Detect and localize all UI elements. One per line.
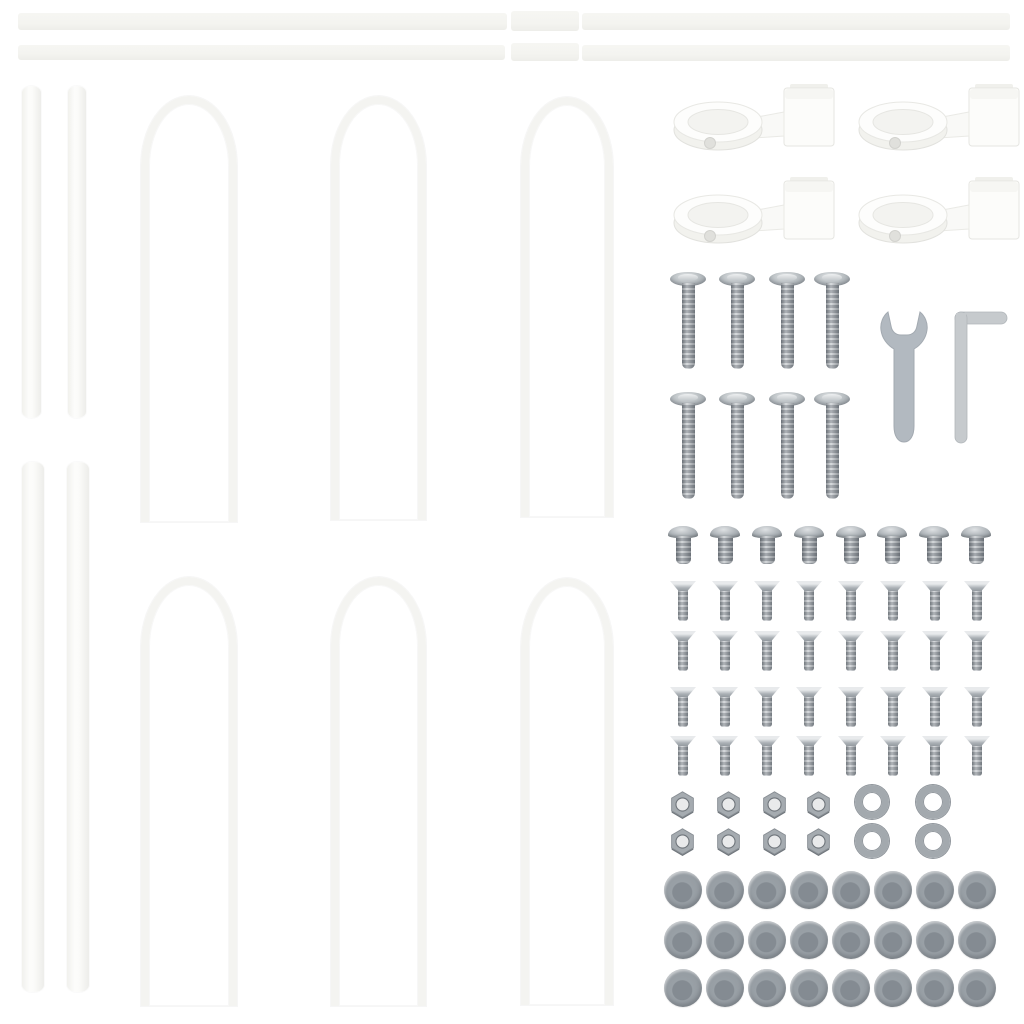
- screw-shank: [804, 640, 814, 671]
- end-cap: [748, 871, 786, 909]
- pan-head-bolt: [961, 526, 991, 564]
- hex-nut: [714, 827, 743, 856]
- vertical-tube: [68, 86, 86, 418]
- hex-nut: [668, 790, 697, 819]
- screw-head: [712, 687, 738, 697]
- end-cap: [790, 921, 828, 959]
- pan-bolt-shank: [969, 536, 984, 564]
- screw-shank: [972, 590, 982, 621]
- countersunk-screw: [838, 631, 864, 671]
- end-cap: [664, 871, 702, 909]
- rail-segment: [582, 45, 1010, 61]
- countersunk-screw: [964, 687, 990, 727]
- screw-head: [964, 736, 990, 746]
- pan-bolt-shank: [885, 536, 900, 564]
- bolt-shank: [731, 283, 744, 369]
- countersunk-screw: [922, 631, 948, 671]
- countersunk-screw: [880, 631, 906, 671]
- rail-segment: [511, 11, 579, 31]
- hex-nut: [804, 827, 833, 856]
- screw-head: [964, 631, 990, 641]
- screw-head: [922, 631, 948, 641]
- countersunk-screw: [670, 581, 696, 621]
- washer: [855, 824, 889, 858]
- hex-nut-graphic: [668, 827, 697, 856]
- bolt-head-top: [777, 274, 797, 281]
- vertical-tube: [22, 86, 41, 418]
- clamp-graphic: [857, 177, 1021, 245]
- countersunk-screw: [712, 581, 738, 621]
- hex-nut-graphic: [804, 790, 833, 819]
- countersunk-screw: [796, 687, 822, 727]
- screw-shank: [846, 640, 856, 671]
- bolt-shank: [826, 403, 839, 499]
- u-shaped-rod: [521, 97, 613, 517]
- pan-head-bolt: [919, 526, 949, 564]
- machine-bolt: [719, 392, 755, 499]
- screw-shank: [720, 745, 730, 776]
- pan-bolt-shank: [718, 536, 733, 564]
- screw-head: [838, 631, 864, 641]
- screw-head: [796, 581, 822, 591]
- machine-bolt: [769, 272, 805, 369]
- clamp-bracket: [672, 177, 836, 245]
- clamp-graphic: [672, 84, 836, 152]
- bolt-head-top: [822, 274, 842, 281]
- wrench: [878, 306, 930, 448]
- machine-bolt: [814, 392, 850, 499]
- screw-head: [838, 736, 864, 746]
- hex-nut-graphic: [668, 790, 697, 819]
- screw-head: [964, 581, 990, 591]
- countersunk-screw: [880, 736, 906, 776]
- screw-shank: [762, 696, 772, 727]
- pan-bolt-shank: [927, 536, 942, 564]
- pan-head-bolt: [877, 526, 907, 564]
- pan-bolt-shank: [760, 536, 775, 564]
- screw-head: [670, 631, 696, 641]
- screw-shank: [930, 696, 940, 727]
- screw-head: [712, 631, 738, 641]
- bolt-shank: [781, 403, 794, 499]
- countersunk-screw: [880, 687, 906, 727]
- screw-head: [712, 581, 738, 591]
- hex-nut: [760, 827, 789, 856]
- screw-shank: [888, 640, 898, 671]
- end-cap: [916, 969, 954, 1007]
- countersunk-screw: [670, 631, 696, 671]
- countersunk-screw: [670, 687, 696, 727]
- clamp-graphic: [857, 84, 1021, 152]
- screw-head: [670, 581, 696, 591]
- screw-head: [964, 687, 990, 697]
- bolt-head-top: [678, 394, 698, 401]
- u-shaped-rod: [521, 578, 613, 1005]
- end-cap: [832, 871, 870, 909]
- vertical-tube: [67, 462, 89, 992]
- bolt-shank: [682, 283, 695, 369]
- screw-head: [796, 736, 822, 746]
- bolt-shank: [781, 283, 794, 369]
- countersunk-screw: [838, 581, 864, 621]
- countersunk-screw: [838, 687, 864, 727]
- machine-bolt: [769, 392, 805, 499]
- end-cap: [832, 969, 870, 1007]
- clamp-bracket: [672, 84, 836, 152]
- screw-shank: [678, 590, 688, 621]
- end-cap: [916, 871, 954, 909]
- pan-bolt-shank: [802, 536, 817, 564]
- screw-head: [880, 581, 906, 591]
- screw-shank: [930, 640, 940, 671]
- pan-bolt-shank: [844, 536, 859, 564]
- countersunk-screw: [922, 581, 948, 621]
- hex-nut-graphic: [804, 827, 833, 856]
- screw-head: [670, 736, 696, 746]
- clamp-bracket: [857, 84, 1021, 152]
- screw-shank: [804, 745, 814, 776]
- end-cap: [748, 921, 786, 959]
- end-cap: [706, 969, 744, 1007]
- screw-shank: [678, 745, 688, 776]
- pan-bolt-shank: [676, 536, 691, 564]
- end-cap: [706, 871, 744, 909]
- screw-shank: [972, 696, 982, 727]
- end-cap: [748, 969, 786, 1007]
- end-cap: [874, 921, 912, 959]
- rail-segment: [18, 45, 505, 60]
- end-cap: [958, 921, 996, 959]
- bolt-shank: [826, 283, 839, 369]
- countersunk-screw: [796, 631, 822, 671]
- screw-head: [922, 581, 948, 591]
- screw-shank: [678, 640, 688, 671]
- u-shaped-rod: [141, 96, 237, 522]
- screw-shank: [972, 640, 982, 671]
- countersunk-screw: [796, 736, 822, 776]
- screw-head: [754, 631, 780, 641]
- countersunk-screw: [964, 736, 990, 776]
- bolt-head-top: [678, 274, 698, 281]
- bolt-head-top: [727, 394, 747, 401]
- end-cap: [664, 969, 702, 1007]
- bolt-head-top: [727, 274, 747, 281]
- countersunk-screw: [754, 581, 780, 621]
- hex-nut-graphic: [760, 827, 789, 856]
- end-cap: [790, 871, 828, 909]
- pan-head-bolt: [836, 526, 866, 564]
- hex-nut-graphic: [714, 790, 743, 819]
- screw-head: [880, 736, 906, 746]
- countersunk-screw: [754, 631, 780, 671]
- screw-head: [712, 736, 738, 746]
- countersunk-screw: [670, 736, 696, 776]
- hex-key-graphic: [954, 310, 1008, 444]
- end-cap: [832, 921, 870, 959]
- screw-shank: [720, 696, 730, 727]
- screw-shank: [762, 745, 772, 776]
- countersunk-screw: [922, 736, 948, 776]
- screw-head: [796, 687, 822, 697]
- screw-head: [922, 736, 948, 746]
- countersunk-screw: [712, 631, 738, 671]
- screw-shank: [888, 696, 898, 727]
- end-cap: [874, 871, 912, 909]
- screw-shank: [762, 640, 772, 671]
- end-cap: [664, 921, 702, 959]
- countersunk-screw: [712, 736, 738, 776]
- hex-key: [954, 310, 1008, 444]
- screw-head: [838, 581, 864, 591]
- vertical-tube: [22, 462, 44, 992]
- bolt-head-top: [822, 394, 842, 401]
- end-cap: [706, 921, 744, 959]
- countersunk-screw: [964, 581, 990, 621]
- end-cap: [958, 969, 996, 1007]
- countersunk-screw: [838, 736, 864, 776]
- clamp-graphic: [672, 177, 836, 245]
- screw-head: [754, 736, 780, 746]
- screw-shank: [846, 745, 856, 776]
- screw-head: [838, 687, 864, 697]
- washer: [855, 785, 889, 819]
- machine-bolt: [814, 272, 850, 369]
- rail-segment: [582, 13, 1010, 30]
- countersunk-screw: [880, 581, 906, 621]
- screw-shank: [888, 745, 898, 776]
- washer: [916, 785, 950, 819]
- clamp-bracket: [857, 177, 1021, 245]
- screw-shank: [720, 640, 730, 671]
- end-cap: [958, 871, 996, 909]
- bolt-head-top: [777, 394, 797, 401]
- screw-shank: [888, 590, 898, 621]
- bolt-shank: [731, 403, 744, 499]
- screw-head: [754, 687, 780, 697]
- screw-shank: [846, 590, 856, 621]
- countersunk-screw: [754, 687, 780, 727]
- u-shaped-rod: [141, 577, 237, 1006]
- screw-shank: [720, 590, 730, 621]
- hex-nut: [668, 827, 697, 856]
- screw-head: [670, 687, 696, 697]
- end-cap: [916, 921, 954, 959]
- screw-shank: [804, 590, 814, 621]
- screw-shank: [678, 696, 688, 727]
- rail-segment: [18, 13, 507, 30]
- machine-bolt: [670, 392, 706, 499]
- countersunk-screw: [922, 687, 948, 727]
- screw-shank: [804, 696, 814, 727]
- hex-nut: [714, 790, 743, 819]
- hex-nut: [804, 790, 833, 819]
- machine-bolt: [719, 272, 755, 369]
- screw-head: [880, 631, 906, 641]
- screw-head: [880, 687, 906, 697]
- u-shaped-rod: [331, 96, 426, 520]
- screw-head: [922, 687, 948, 697]
- rail-segment: [511, 43, 579, 61]
- screw-head: [754, 581, 780, 591]
- washer: [916, 824, 950, 858]
- screw-shank: [762, 590, 772, 621]
- screw-shank: [972, 745, 982, 776]
- screw-head: [796, 631, 822, 641]
- screw-shank: [930, 590, 940, 621]
- bolt-shank: [682, 403, 695, 499]
- countersunk-screw: [754, 736, 780, 776]
- countersunk-screw: [796, 581, 822, 621]
- hex-nut-graphic: [714, 827, 743, 856]
- end-cap: [874, 969, 912, 1007]
- screw-shank: [930, 745, 940, 776]
- countersunk-screw: [964, 631, 990, 671]
- wrench-graphic: [878, 306, 930, 448]
- pan-head-bolt: [710, 526, 740, 564]
- machine-bolt: [670, 272, 706, 369]
- countersunk-screw: [712, 687, 738, 727]
- hex-nut-graphic: [760, 790, 789, 819]
- end-cap: [790, 969, 828, 1007]
- u-shaped-rod: [331, 577, 426, 1006]
- pan-head-bolt: [752, 526, 782, 564]
- screw-shank: [846, 696, 856, 727]
- pan-head-bolt: [794, 526, 824, 564]
- hex-nut: [760, 790, 789, 819]
- pan-head-bolt: [668, 526, 698, 564]
